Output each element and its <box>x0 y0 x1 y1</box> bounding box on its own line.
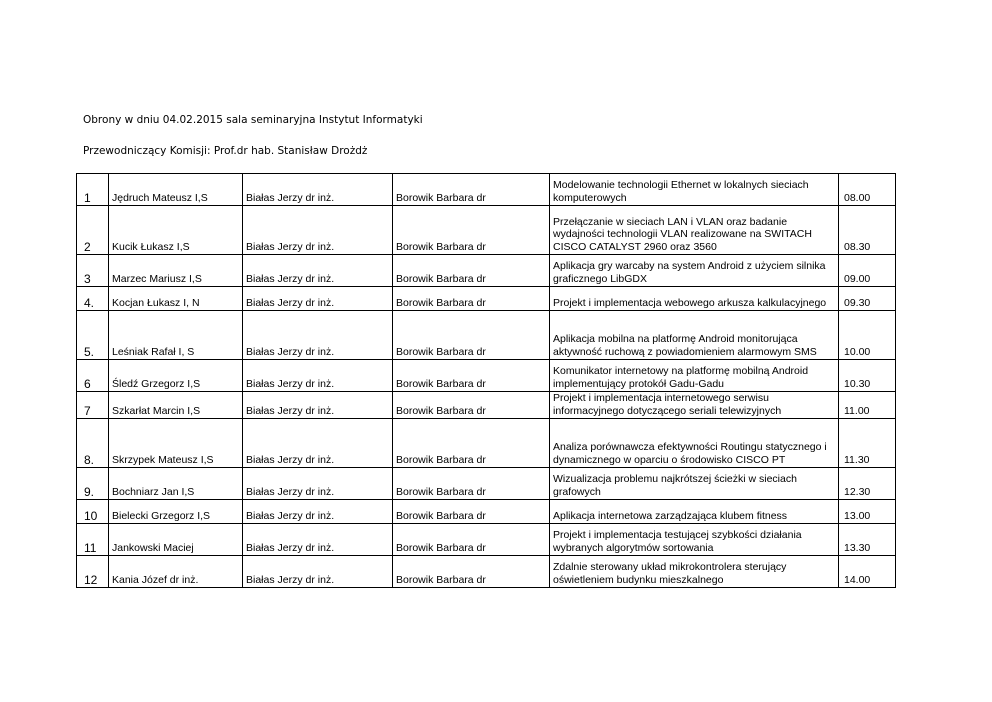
thesis-topic: Zdalnie sterowany układ mikrokontrolera sterujący oświetleniem budynku mieszkalnego <box>550 556 839 588</box>
row-number: 10 <box>77 500 109 524</box>
student-name: Bochniarz Jan I,S <box>109 468 243 500</box>
row-number: 5. <box>77 311 109 360</box>
student-name: Leśniak Rafał I, S <box>109 311 243 360</box>
reviewer-name: Borowik Barbara dr <box>393 206 550 255</box>
defense-time: 09.30 <box>839 287 896 311</box>
row-number: 11 <box>77 524 109 556</box>
supervisor-name: Białas Jerzy dr inż. <box>243 419 393 468</box>
defense-time: 11.00 <box>839 392 896 419</box>
student-name: Skrzypek Mateusz I,S <box>109 419 243 468</box>
row-number: 12 <box>77 556 109 588</box>
thesis-topic: Wizualizacja problemu najkrótszej ścieżki w sieciach grafowych <box>550 468 839 500</box>
supervisor-name: Białas Jerzy dr inż. <box>243 206 393 255</box>
defense-time: 11.30 <box>839 419 896 468</box>
supervisor-name: Białas Jerzy dr inż. <box>243 311 393 360</box>
student-name: Bielecki Grzegorz I,S <box>109 500 243 524</box>
table-row <box>77 500 896 524</box>
committee-chair: Przewodniczący Komisji: Prof.dr hab. Stanisław Drożdż <box>83 145 368 157</box>
reviewer-name: Borowik Barbara dr <box>393 255 550 287</box>
thesis-topic: Komunikator internetowy na platformę mobilną Android implementujący protokół Gadu-Gadu <box>550 360 839 392</box>
defense-time: 12.30 <box>839 468 896 500</box>
supervisor-name: Białas Jerzy dr inż. <box>243 500 393 524</box>
reviewer-name: Borowik Barbara dr <box>393 360 550 392</box>
row-number: 2 <box>77 206 109 255</box>
thesis-topic: Projekt i implementacja testującej szybkości działania wybranych algorytmów sortowania <box>550 524 839 556</box>
student-name: Marzec Mariusz I,S <box>109 255 243 287</box>
thesis-topic: Aplikacja mobilna na platformę Android monitorująca aktywność ruchową z powiadomieniem alarmowym SMS <box>550 311 839 360</box>
table-row <box>77 419 896 468</box>
supervisor-name: Białas Jerzy dr inż. <box>243 174 393 206</box>
reviewer-name: Borowik Barbara dr <box>393 524 550 556</box>
thesis-topic: Analiza porównawcza efektywności Routingu statycznego i dynamicznego w oparciu o środowisko CISCO PT <box>550 419 839 468</box>
row-number: 7 <box>77 392 109 419</box>
supervisor-name: Białas Jerzy dr inż. <box>243 556 393 588</box>
defense-time: 09.00 <box>839 255 896 287</box>
defense-time: 14.00 <box>839 556 896 588</box>
table-row <box>77 174 896 206</box>
supervisor-name: Białas Jerzy dr inż. <box>243 524 393 556</box>
table-row <box>77 556 896 588</box>
document-title: Obrony w dniu 04.02.2015 sala seminaryjna Instytut Informatyki <box>83 114 423 126</box>
reviewer-name: Borowik Barbara dr <box>393 500 550 524</box>
row-number: 1 <box>77 174 109 206</box>
thesis-topic: Przełączanie w sieciach LAN i VLAN oraz badanie wydajności technologii VLAN realizowane na SWITACH CISCO CATALYST 2960 oraz 3560 <box>550 206 839 255</box>
reviewer-name: Borowik Barbara dr <box>393 556 550 588</box>
table-row <box>77 392 896 419</box>
reviewer-name: Borowik Barbara dr <box>393 174 550 206</box>
row-number: 8. <box>77 419 109 468</box>
student-name: Śledź Grzegorz I,S <box>109 360 243 392</box>
defense-time: 13.00 <box>839 500 896 524</box>
student-name: Jankowski Maciej <box>109 524 243 556</box>
reviewer-name: Borowik Barbara dr <box>393 287 550 311</box>
student-name: Jędruch Mateusz I,S <box>109 174 243 206</box>
table-row <box>77 255 896 287</box>
row-number: 6 <box>77 360 109 392</box>
thesis-topic: Aplikacja gry warcaby na system Android z użyciem silnika graficznego LibGDX <box>550 255 839 287</box>
defense-time: 13.30 <box>839 524 896 556</box>
thesis-topic: Modelowanie technologii Ethernet w lokalnych sieciach komputerowych <box>550 174 839 206</box>
defense-schedule-table <box>76 173 896 588</box>
reviewer-name: Borowik Barbara dr <box>393 311 550 360</box>
thesis-topic: Aplikacja internetowa zarządzająca klubem fitness <box>550 500 839 524</box>
thesis-topic: Projekt i implementacja internetowego serwisu informacyjnego dotyczącego seriali telewizyjnych <box>550 392 839 419</box>
table-row <box>77 524 896 556</box>
table-row <box>77 311 896 360</box>
reviewer-name: Borowik Barbara dr <box>393 392 550 419</box>
defense-time: 08.00 <box>839 174 896 206</box>
supervisor-name: Białas Jerzy dr inż. <box>243 468 393 500</box>
table-row <box>77 468 896 500</box>
table-row <box>77 360 896 392</box>
supervisor-name: Białas Jerzy dr inż. <box>243 287 393 311</box>
reviewer-name: Borowik Barbara dr <box>393 468 550 500</box>
defense-time: 10.00 <box>839 311 896 360</box>
supervisor-name: Białas Jerzy dr inż. <box>243 360 393 392</box>
student-name: Kucik Łukasz I,S <box>109 206 243 255</box>
defense-time: 10.30 <box>839 360 896 392</box>
defense-time: 08.30 <box>839 206 896 255</box>
supervisor-name: Białas Jerzy dr inż. <box>243 392 393 419</box>
row-number: 3 <box>77 255 109 287</box>
row-number: 9. <box>77 468 109 500</box>
table-row <box>77 206 896 255</box>
schedule-body <box>77 174 896 588</box>
table-row <box>77 287 896 311</box>
thesis-topic: Projekt i implementacja webowego arkusza kalkulacyjnego <box>550 287 839 311</box>
reviewer-name: Borowik Barbara dr <box>393 419 550 468</box>
row-number: 4. <box>77 287 109 311</box>
student-name: Kania Józef dr inż. <box>109 556 243 588</box>
student-name: Szkarłat Marcin I,S <box>109 392 243 419</box>
student-name: Kocjan Łukasz I, N <box>109 287 243 311</box>
supervisor-name: Białas Jerzy dr inż. <box>243 255 393 287</box>
